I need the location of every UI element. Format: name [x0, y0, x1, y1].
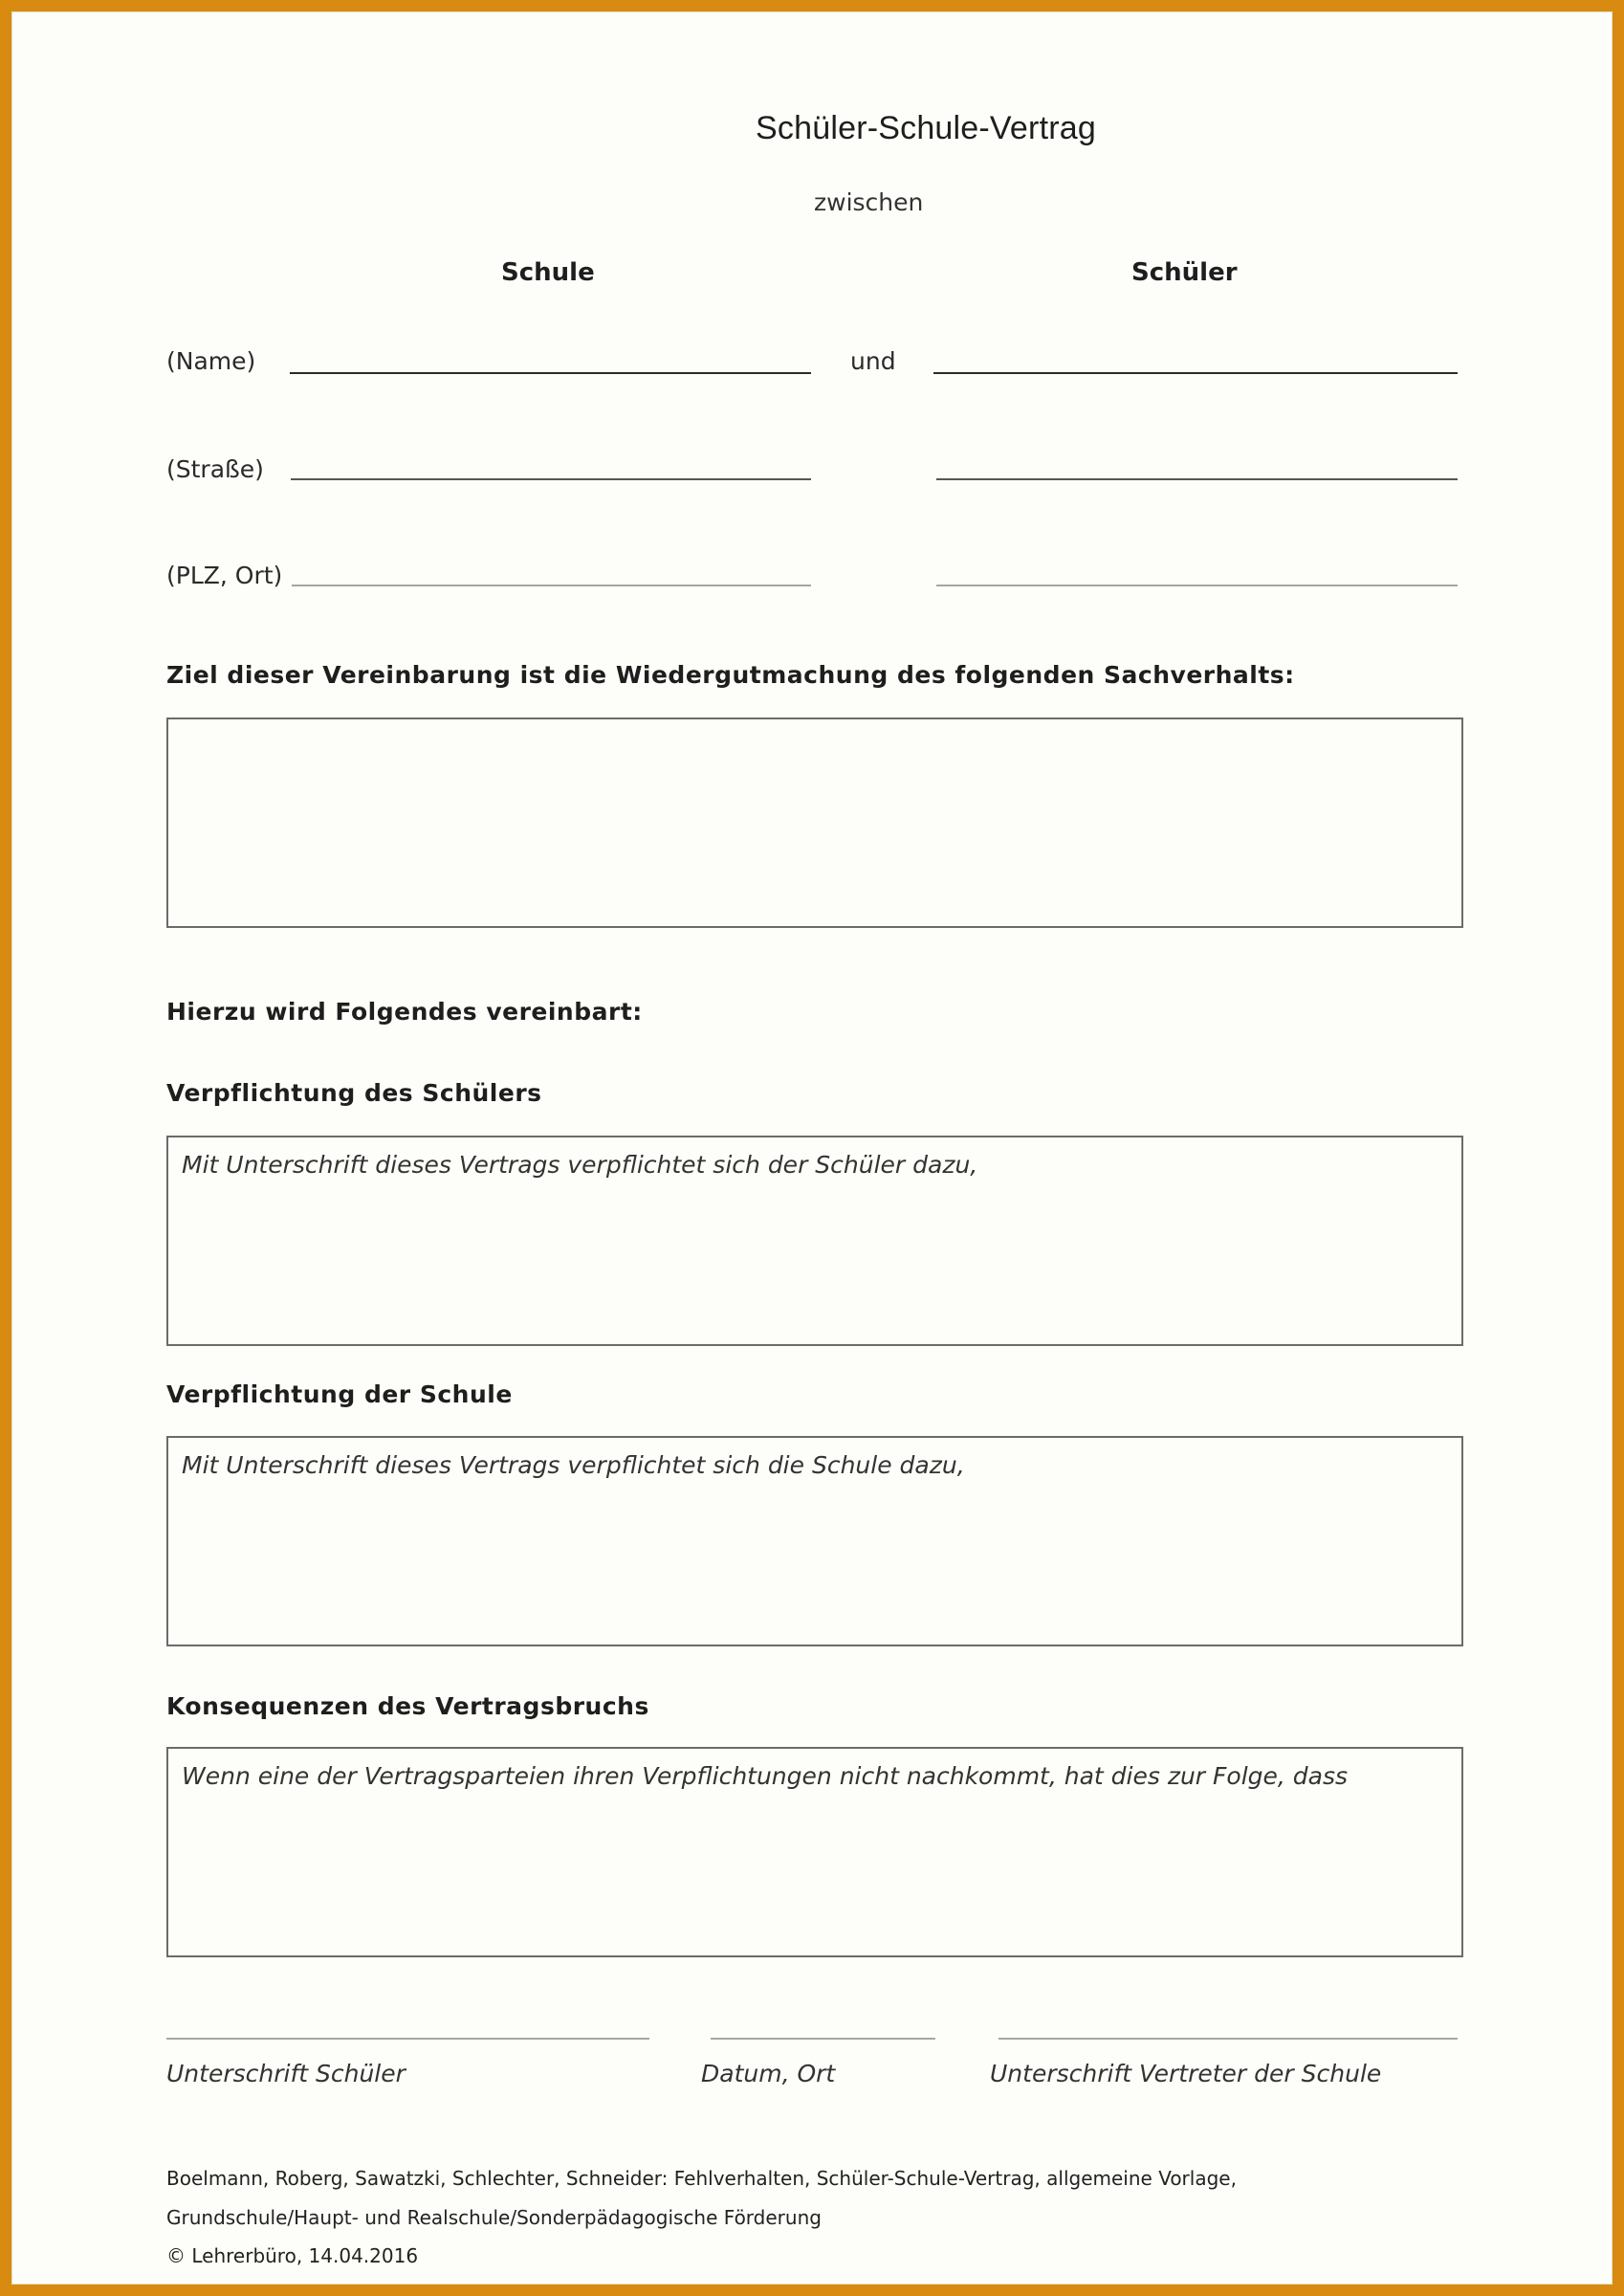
footer-authors: Boelmann, Roberg, Sawatzki, Schlechter, Schneider: Fehlverhalten, Schüler-Schule-Vertrag, allgemeine Vorlage,	[166, 2167, 1237, 2190]
and-label: und	[850, 347, 896, 375]
school-street-line[interactable]	[291, 478, 811, 480]
student-column-heading: Schüler	[1131, 258, 1238, 287]
student-street-line[interactable]	[936, 478, 1458, 480]
school-column-heading: Schule	[501, 258, 595, 287]
student-signature-label: Unterschrift Schüler	[166, 2060, 406, 2087]
city-label: (PLZ, Ort)	[166, 562, 283, 589]
contract-page	[11, 11, 1613, 2285]
goal-heading: Ziel dieser Vereinbarung ist die Wiedergutmachung des folgenden Sachverhalts:	[166, 661, 1295, 689]
consequences-box[interactable]	[166, 1747, 1463, 1957]
school-city-line[interactable]	[292, 585, 811, 586]
consequences-text: Wenn eine der Vertragsparteien ihren Verpflichtungen nicht nachkommt, hat dies zur Folge, dass	[182, 1762, 1349, 1790]
document-title: Schüler-Schule-Vertrag	[756, 110, 1096, 146]
school-rep-signature-line[interactable]	[999, 2038, 1458, 2040]
name-label: (Name)	[166, 347, 256, 375]
street-label: (Straße)	[166, 455, 264, 483]
student-duty-box[interactable]	[166, 1136, 1463, 1346]
student-duty-heading: Verpflichtung des Schülers	[166, 1079, 542, 1107]
school-duty-text: Mit Unterschrift dieses Vertrags verpflichtet sich die Schule dazu,	[182, 1451, 965, 1479]
agreed-heading: Hierzu wird Folgendes vereinbart:	[166, 998, 643, 1026]
school-duty-box[interactable]	[166, 1436, 1463, 1646]
student-name-line[interactable]	[933, 372, 1458, 374]
footer-copyright: © Lehrerbüro, 14.04.2016	[166, 2244, 419, 2267]
goal-text-box[interactable]	[166, 718, 1463, 928]
footer-school-types: Grundschule/Haupt- und Realschule/Sonderpädagogische Förderung	[166, 2206, 822, 2229]
student-signature-line[interactable]	[166, 2038, 649, 2040]
student-duty-text: Mit Unterschrift dieses Vertrags verpflichtet sich der Schüler dazu,	[182, 1151, 978, 1179]
date-place-line[interactable]	[711, 2038, 935, 2040]
student-city-line[interactable]	[936, 585, 1458, 586]
school-name-line[interactable]	[290, 372, 811, 374]
consequences-heading: Konsequenzen des Vertragsbruchs	[166, 1692, 649, 1720]
school-rep-signature-label: Unterschrift Vertreter der Schule	[990, 2060, 1382, 2087]
school-duty-heading: Verpflichtung der Schule	[166, 1380, 513, 1408]
between-label: zwischen	[814, 188, 924, 216]
date-place-label: Datum, Ort	[701, 2060, 836, 2087]
